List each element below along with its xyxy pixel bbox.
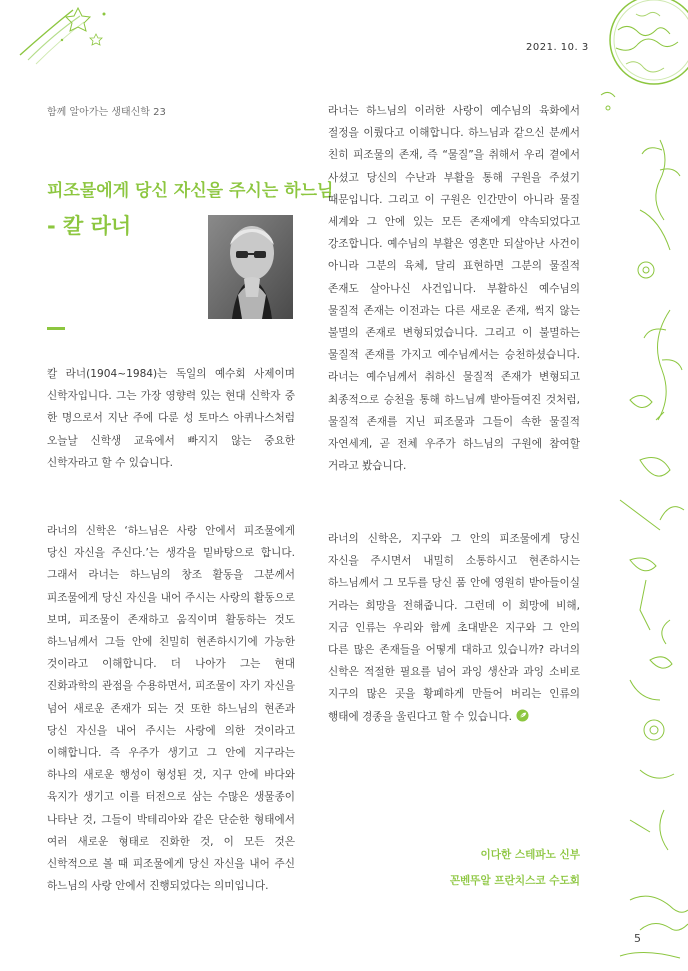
article-subtitle: - 칼 라너 — [47, 214, 132, 238]
planet-icon — [596, 0, 688, 120]
leaf-end-icon — [516, 709, 529, 722]
paragraph-2: 라너의 신학은 ‘하느님은 사랑 안에서 피조물에게 당신 자신을 주신다.’는 생각을 밑바탕으로 합니다. 그래서 라너는 하느님의 창조 활동을 그분께서 피조물에게 당신 자신을 내어 주시는 사랑의 활동으로 보며, 피조물이 존재하고 움직이며 활동하는 것도 하느님께서 그들 안에 친밀히 현존하시기에 가능한 것이라고 이해합니다. 더 나아가 그는 현대 진화과학의 관점을 수용하면서, 피조물이 자기 자신을 넘어 새로운 존재가 되는 것 또한 하느님의 현존과 당신 자신을 내어 주시는 사랑에 의한 것이라고 이해합니다. 즉 우주가 생기고 그 안에 지구라는 하나의 새로운 행성이 형성된 것, 지구 안에 바다와 육지가 생기고 이를 터전으로 삼는 수많은 생물종이 나타난 것, 그들이 박테리아와 같은 단순한 형태에서 여러 새로운 형태로 진화한 것, 이 모든 것은 신학적으로 볼 때 피조물에게 당신 자신을 내어 주신 하느님의 사랑 안에서 진행되었다는 의미입니다. — [47, 525, 295, 893]
title-underline — [47, 327, 65, 330]
portrait-photo — [208, 215, 293, 319]
paragraph-3: 라너는 하느님의 이러한 사랑이 예수님의 육화에서 절정을 이뤘다고 이해합니다. 하느님과 같으신 분께서 친히 피조물의 존재, 즉 “물질”을 취해서 우리 곁에서 사셨고 당신의 수난과 부활을 통해 구원을 주셨기 때문입니다. 그리고 이 구원은 인간만이 아니라 물질 세계와 그 안에 있는 모든 존재에게 약속되었다고 강조합니다. 예수님의 부활은 영혼만 되살아난 사건이 아니라 그분의 육체, 달리 표현하면 그분의 물질적 존재도 살아나신 사건입니다. 부활하신 예수님의 물질적 존재는 이전과는 다른 새로운 존재, 썩지 않는 불멸의 존재로 변형되었습니다. 그리고 이 불멸하는 물질적 존재를 가지고 예수님께서는 승천하셨습니다. 라너는 예수님께서 취하신 물질적 존재가 변형되고 최종적으로 승천을 통해 하느님께 받아들여진 것처럼, 물질적 존재를 지닌 피조물과 그들이 속한 물질적 자연세계, 곧 전체 우주가 하느님의 구원에 참여할 거라고 봤습니다. — [328, 105, 580, 473]
shooting-star-icon — [18, 0, 118, 70]
paragraph-4 — [328, 528, 580, 728]
author-name: 이다한 스테파노 신부 — [480, 849, 580, 861]
plant-illustration-icon — [600, 120, 688, 971]
paragraph-1: 칼 라너(1904~1984)는 독일의 예수회 사제이며 신학자입니다. 그는 가장 영향력 있는 현대 신학자 중 한 명으로서 지난 주에 다룬 성 토마스 아퀴나스처럼 오늘날 신학생 교육에서 빠지지 않는 중요한 신학자라고 할 수 있습니다. — [47, 368, 295, 469]
issue-date: 2021. 10. 3 — [526, 42, 589, 53]
author-order: 꼰벤뚜알 프란치스코 수도회 — [449, 875, 580, 887]
article-title: 피조물에게 당신 자신을 주시는 하느님 — [47, 181, 334, 201]
paragraph-4-text: 라너의 신학은, 지구와 그 안의 피조물에게 당신 자신을 주시면서 내밀히 소통하시고 현존하시는 하느님께서 그 모두를 당신 품 안에 영원히 받아들이실 거라는 희망을 전해줍니다. 그런데 이 희망에 비해, 지금 인류는 우리와 함께 초대받은 지구와 그 안의 다른 많은 존재들을 어떻게 대하고 있습니까? 라너의 신학은 적절한 필요를 넘어 과잉 생산과 과잉 소비로 지구의 많은 곳을 황폐하게 만들어 버리는 인류의 행태에 경종을 울린다고 할 수 있습니다. — [328, 533, 580, 723]
series-label: 함께 알아가는 생태신학 23 — [47, 107, 166, 118]
page-number: 5 — [634, 932, 641, 945]
